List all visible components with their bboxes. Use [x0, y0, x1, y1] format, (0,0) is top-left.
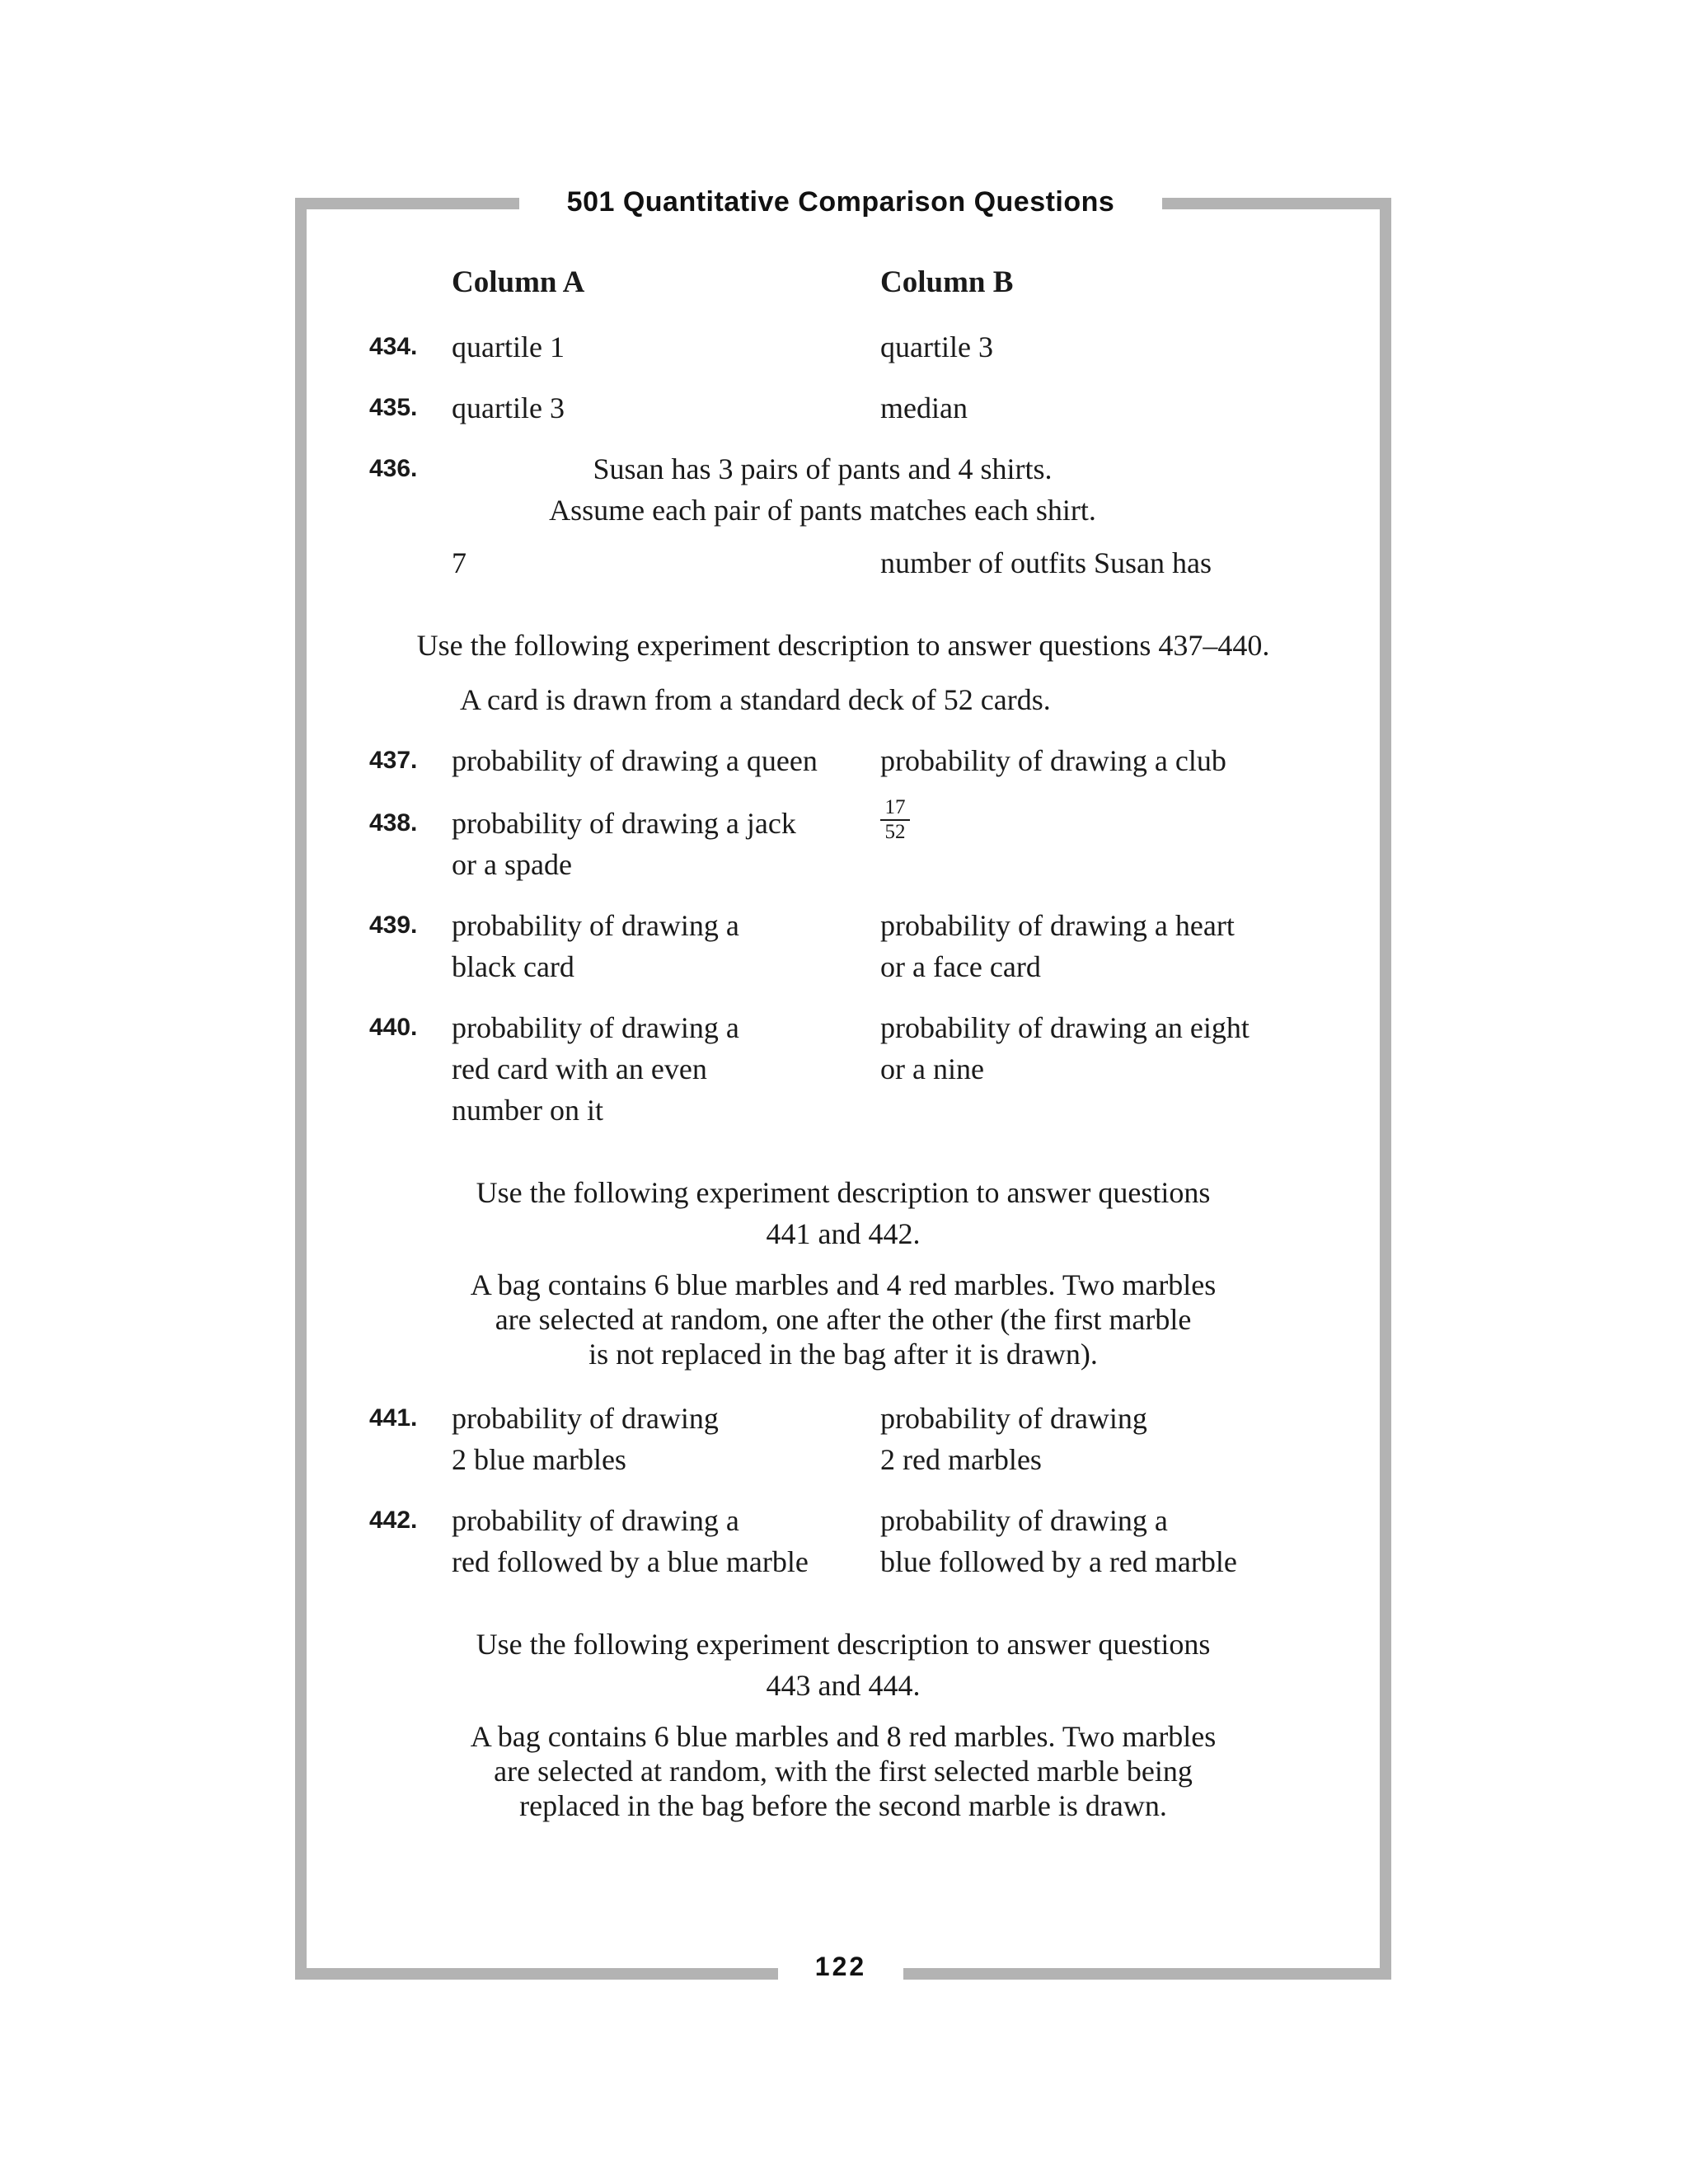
page-frame-bottom-left [295, 1968, 778, 1980]
column-a-text: probability of drawing a queen [452, 744, 818, 777]
experiment-description: are selected at random, one after the other (the first marble [495, 1303, 1192, 1336]
column-b-text: quartile 3 [880, 330, 993, 363]
column-a-header: Column A [452, 265, 585, 299]
question-number: 435. [369, 394, 418, 421]
page-frame-left [295, 198, 307, 1980]
question-number: 434. [369, 333, 418, 360]
running-head: 501 Quantitative Comparison Questions [566, 186, 1115, 218]
column-b-text: probability of drawing an eight [880, 1011, 1250, 1044]
experiment-instructions: 443 and 444. [766, 1669, 921, 1702]
question-number: 439. [369, 912, 418, 939]
experiment-instructions: Use the following experiment description to answer questions 437–440. [416, 629, 1270, 662]
column-a-text: probability of drawing a [452, 1011, 739, 1044]
column-b-text: probability of drawing a heart [880, 909, 1235, 942]
page-frame-top-right [1162, 198, 1391, 209]
question-number: 438. [369, 809, 418, 837]
experiment-instructions: 441 and 442. [766, 1217, 921, 1250]
fraction-denominator: 52 [884, 821, 906, 843]
page-frame-top-left [295, 198, 519, 209]
column-a-text: red followed by a blue marble [452, 1545, 809, 1578]
experiment-instructions: Use the following experiment description to answer questions [476, 1176, 1211, 1209]
column-b-text: or a face card [880, 950, 1041, 983]
experiment-description: A card is drawn from a standard deck of 52 cards. [460, 683, 1051, 716]
column-a-text: probability of drawing a [452, 909, 739, 942]
question-number: 436. [369, 455, 418, 482]
question-number: 437. [369, 747, 418, 774]
column-b-text: probability of drawing a club [880, 744, 1226, 777]
experiment-description: A bag contains 6 blue marbles and 8 red marbles. Two marbles [470, 1720, 1217, 1753]
experiment-description: replaced in the bag before the second marble is drawn. [519, 1789, 1167, 1822]
column-a-text: number on it [452, 1094, 603, 1127]
fraction-numerator: 17 [884, 796, 906, 818]
question-number: 442. [369, 1507, 418, 1534]
column-a-text: probability of drawing a jack [452, 807, 796, 840]
column-b-header: Column B [880, 265, 1014, 299]
column-b-text: probability of drawing [880, 1402, 1147, 1435]
question-number: 441. [369, 1404, 418, 1432]
question-stem: Assume each pair of pants matches each shirt. [549, 494, 1096, 527]
question-stem: Susan has 3 pairs of pants and 4 shirts. [593, 452, 1053, 485]
page-frame-right [1380, 198, 1391, 1980]
column-a-text: 7 [452, 546, 467, 579]
column-a-text: or a spade [452, 848, 572, 881]
experiment-instructions: Use the following experiment description to answer questions [476, 1628, 1211, 1661]
column-b-text: number of outfits Susan has [880, 546, 1212, 579]
experiment-description: is not replaced in the bag after it is drawn). [588, 1338, 1098, 1371]
column-a-text: 2 blue marbles [452, 1443, 626, 1476]
column-b-text: 2 red marbles [880, 1443, 1042, 1476]
column-a-text: red card with an even [452, 1052, 707, 1085]
column-b-text: or a nine [880, 1052, 984, 1085]
column-b-text: median [880, 391, 968, 424]
column-a-text: probability of drawing [452, 1402, 719, 1435]
experiment-description: A bag contains 6 blue marbles and 4 red marbles. Two marbles [470, 1268, 1217, 1301]
fraction [880, 798, 910, 842]
experiment-description: are selected at random, with the first selected marble being [494, 1755, 1193, 1788]
page-frame-bottom-right [903, 1968, 1391, 1980]
question-number: 440. [369, 1014, 418, 1041]
column-a-text: probability of drawing a [452, 1504, 739, 1537]
column-a-text: quartile 1 [452, 330, 565, 363]
column-b-text: probability of drawing a [880, 1504, 1168, 1537]
page-number: 122 [814, 1952, 867, 1981]
column-a-text: black card [452, 950, 574, 983]
column-a-text: quartile 3 [452, 391, 565, 424]
column-b-text: blue followed by a red marble [880, 1545, 1237, 1578]
